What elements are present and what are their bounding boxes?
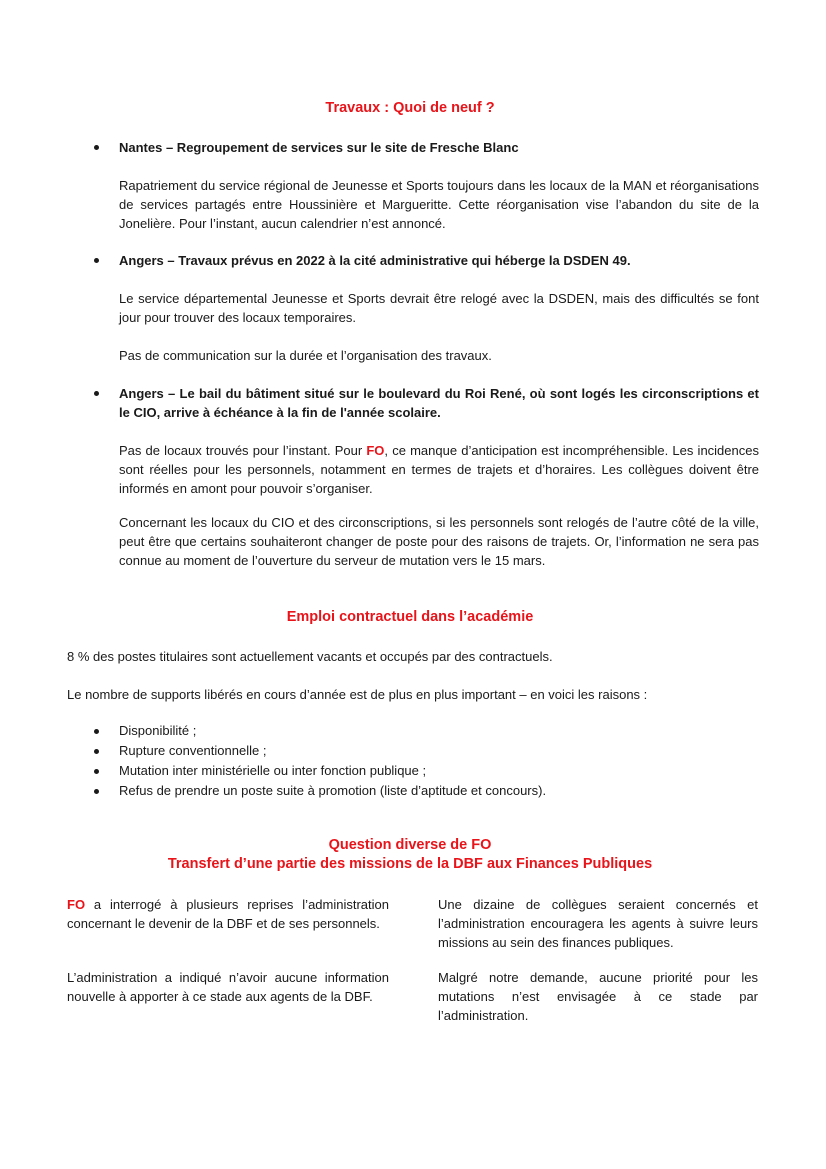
text: a interrogé à plusieurs reprises l’administration concernant le devenir de la DBF et de ses personnels. xyxy=(67,897,389,931)
section-subtitle-transfert-dbf: Transfert d’une partie des missions de la DBF aux Finances Publiques xyxy=(167,856,653,872)
text: , ce manque d’anticipation est incompréhensible. Les incidences sont réelles pour les personnels, notamment en termes de trajets et d’horaires. Les collègues doivent être informés en amont pour pouvoir s’organiser. xyxy=(119,443,759,496)
item-paragraph-nantes: Rapatriement du service régional de Jeunesse et Sports toujours dans les locaux de la MAN et réorganisations de services partagés entre Houssinière et Margueritte. Cette réorganisation vise l’abandon du site de la Jonelière. Pour l’instant, aucun calendrier n’est annoncé. xyxy=(119,178,759,231)
section-title-question-fo: Question diverse de FO xyxy=(328,837,492,853)
bullet-icon xyxy=(94,258,99,263)
item-heading-nantes: Nantes – Regroupement de services sur le site de Fresche Blanc xyxy=(119,140,519,155)
item-heading-angers-travaux: Angers – Travaux prévus en 2022 à la cité administrative qui héberge la DSDEN 49. xyxy=(119,253,631,268)
bullet-icon xyxy=(94,769,99,774)
bullet-icon xyxy=(94,749,99,754)
section-title-travaux: Travaux : Quoi de neuf ? xyxy=(325,100,495,116)
fo-highlight: FO xyxy=(67,897,86,912)
list-item-text: Rupture conventionnelle ; xyxy=(119,743,267,758)
bullet-icon xyxy=(94,391,99,396)
right-column-paragraph-1: Une dizaine de collègues seraient concernés et l’administration encouragera les agents à suivre leurs missions au sein des finances publiques. xyxy=(438,897,758,950)
fo-highlight: FO xyxy=(366,443,385,458)
list-item xyxy=(94,721,754,741)
list-item-text: Disponibilité ; xyxy=(119,723,197,738)
paragraph-vacancy-rate: 8 % des postes titulaires sont actuellement vacants et occupés par des contractuels. xyxy=(67,649,553,664)
list-item-text: Mutation inter ministérielle ou inter fonction publique ; xyxy=(119,763,427,778)
section-title-emploi: Emploi contractuel dans l’académie xyxy=(286,609,534,625)
paragraph-reasons-intro: Le nombre de supports libérés en cours d’année est de plus en plus important – en voici les raisons : xyxy=(67,687,648,702)
left-column-paragraph-2: L’administration a indiqué n’avoir aucune information nouvelle à apporter à ce stade aux agents de la DBF. xyxy=(67,970,389,1004)
bullet-icon xyxy=(94,729,99,734)
bullet-icon xyxy=(94,145,99,150)
left-column-paragraph-1 xyxy=(67,895,389,933)
item-paragraph-angers-bail-1 xyxy=(119,441,759,498)
item-heading-angers-bail: Angers – Le bail du bâtiment situé sur le boulevard du Roi René, où sont logés les circonscriptions et le CIO, arrive à échéance à la fin de l'année scolaire. xyxy=(119,386,759,420)
text: Pas de locaux trouvés pour l’instant. Pour xyxy=(119,443,367,458)
right-column-paragraph-2: Malgré notre demande, aucune priorité pour les mutations n’est envisagée à ce stade par l’administration. xyxy=(438,970,758,1023)
list-item xyxy=(94,761,754,781)
item-paragraph-angers-communication: Pas de communication sur la durée et l’organisation des travaux. xyxy=(119,348,492,363)
bullet-icon xyxy=(94,789,99,794)
item-paragraph-angers-bail-2: Concernant les locaux du CIO et des circonscriptions, si les personnels sont relogés de l’autre côté de la ville, peut être que certains souhaiteront changer de poste pour des raisons de trajets. Or, l’information ne sera pas connue au moment de l’ouverture du serveur de mutation vers le 15 mars. xyxy=(119,515,759,568)
reasons-list xyxy=(94,721,754,801)
list-item-text: Refus de prendre un poste suite à promotion (liste d’aptitude et concours). xyxy=(119,783,547,798)
item-paragraph-angers-relocation: Le service départemental Jeunesse et Sports devrait être relogé avec la DSDEN, mais des difficultés se font jour pour trouver des locaux temporaires. xyxy=(119,291,759,325)
list-item xyxy=(94,781,754,801)
list-item xyxy=(94,741,754,761)
